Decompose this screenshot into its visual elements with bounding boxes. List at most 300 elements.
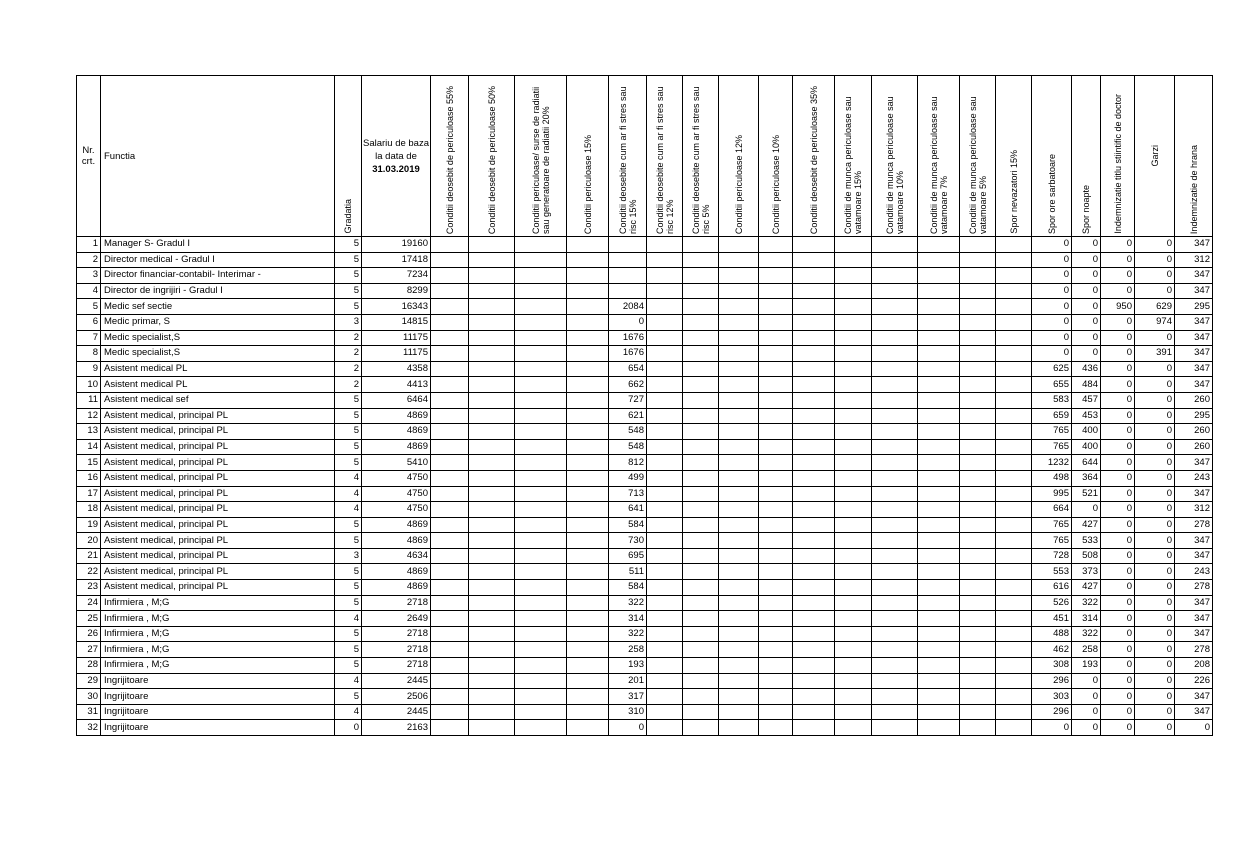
cell-empty — [960, 595, 996, 611]
cell-empty — [719, 595, 759, 611]
header-doctor: Indemnizatie titlu stiintific de doctor — [1101, 76, 1135, 237]
cell-empty — [835, 517, 872, 533]
cell-garzi: 0 — [1135, 252, 1175, 268]
cell-empty — [793, 704, 835, 720]
cell-salariu: 2718 — [362, 595, 431, 611]
cell-noapte: 0 — [1072, 673, 1101, 689]
cell-noapte: 0 — [1072, 720, 1101, 736]
cell-salariu: 2718 — [362, 642, 431, 658]
cell-empty — [431, 502, 469, 518]
cell-empty — [835, 704, 872, 720]
cell-empty — [431, 470, 469, 486]
cell-hrana: 347 — [1175, 689, 1213, 705]
cell-empty — [759, 424, 793, 440]
cell-gradatia: 5 — [335, 299, 362, 315]
cell-empty — [872, 533, 918, 549]
cell-empty — [719, 486, 759, 502]
cell-gradatia: 4 — [335, 486, 362, 502]
cell-doctor: 0 — [1101, 470, 1135, 486]
cell-empty — [918, 252, 960, 268]
header-hrana: Indemnizatie de hrana — [1175, 76, 1213, 237]
cell-empty — [996, 517, 1032, 533]
table-row — [77, 611, 1213, 627]
cell-empty — [469, 626, 515, 642]
cell-empty — [431, 689, 469, 705]
cell-empty — [793, 470, 835, 486]
cell-empty — [960, 580, 996, 596]
cell-functia: Medic sef sectie — [101, 299, 335, 315]
salary-table — [76, 75, 1213, 736]
cell-empty — [567, 658, 609, 674]
cell-empty — [872, 299, 918, 315]
cell-doctor: 0 — [1101, 673, 1135, 689]
cell-empty — [996, 704, 1032, 720]
cell-garzi: 0 — [1135, 642, 1175, 658]
cell-hrana: 0 — [1175, 720, 1213, 736]
cell-empty — [567, 424, 609, 440]
cell-empty — [759, 673, 793, 689]
cell-empty — [793, 455, 835, 471]
cell-noapte: 453 — [1072, 408, 1101, 424]
cell-empty — [431, 611, 469, 627]
cell-empty — [835, 564, 872, 580]
cell-empty — [567, 392, 609, 408]
cell-empty — [960, 642, 996, 658]
cell-empty — [647, 564, 683, 580]
cell-salariu: 17418 — [362, 252, 431, 268]
cell-gradatia: 5 — [335, 268, 362, 284]
cell-empty — [872, 580, 918, 596]
cell-empty — [759, 548, 793, 564]
cell-noapte: 373 — [1072, 564, 1101, 580]
cell-empty — [719, 268, 759, 284]
cell-empty — [918, 611, 960, 627]
cell-empty — [469, 330, 515, 346]
cell-empty — [647, 642, 683, 658]
cell-empty — [960, 268, 996, 284]
cell-garzi: 0 — [1135, 595, 1175, 611]
cell-gradatia: 0 — [335, 720, 362, 736]
cell-empty — [515, 517, 567, 533]
cell-nr: 16 — [77, 470, 101, 486]
cell-empty — [567, 283, 609, 299]
cell-sarb: 0 — [1032, 314, 1072, 330]
cell-empty — [793, 237, 835, 253]
cell-empty — [515, 533, 567, 549]
cell-empty — [996, 673, 1032, 689]
cell-empty — [918, 658, 960, 674]
cell-s15: 511 — [609, 564, 647, 580]
cell-empty — [918, 689, 960, 705]
cell-hrana: 312 — [1175, 502, 1213, 518]
cell-gradatia: 5 — [335, 439, 362, 455]
cell-doctor: 0 — [1101, 689, 1135, 705]
cell-empty — [759, 470, 793, 486]
cell-s15: 727 — [609, 392, 647, 408]
cell-empty — [918, 564, 960, 580]
cell-empty — [719, 673, 759, 689]
cell-empty — [835, 314, 872, 330]
cell-empty — [515, 268, 567, 284]
cell-empty — [567, 533, 609, 549]
cell-salariu: 4358 — [362, 361, 431, 377]
cell-empty — [835, 408, 872, 424]
cell-doctor: 0 — [1101, 533, 1135, 549]
cell-empty — [960, 330, 996, 346]
cell-s15: 662 — [609, 377, 647, 393]
cell-nr: 30 — [77, 689, 101, 705]
cell-empty — [759, 361, 793, 377]
cell-empty — [719, 299, 759, 315]
cell-empty — [719, 408, 759, 424]
cell-gradatia: 5 — [335, 455, 362, 471]
cell-empty — [567, 704, 609, 720]
cell-empty — [567, 595, 609, 611]
cell-empty — [793, 517, 835, 533]
cell-empty — [683, 580, 719, 596]
cell-s15: 1676 — [609, 346, 647, 362]
cell-noapte: 314 — [1072, 611, 1101, 627]
cell-gradatia: 2 — [335, 330, 362, 346]
cell-nr: 13 — [77, 424, 101, 440]
cell-garzi: 0 — [1135, 502, 1175, 518]
cell-noapte: 0 — [1072, 268, 1101, 284]
cell-empty — [683, 455, 719, 471]
cell-empty — [515, 704, 567, 720]
cell-salariu: 4869 — [362, 564, 431, 580]
cell-empty — [719, 658, 759, 674]
cell-s15: 654 — [609, 361, 647, 377]
cell-s15: 730 — [609, 533, 647, 549]
cell-s15: 548 — [609, 439, 647, 455]
cell-empty — [872, 486, 918, 502]
table-row — [77, 314, 1213, 330]
cell-salariu: 16343 — [362, 299, 431, 315]
cell-hrana: 347 — [1175, 486, 1213, 502]
cell-hrana: 243 — [1175, 470, 1213, 486]
cell-garzi: 0 — [1135, 720, 1175, 736]
cell-empty — [431, 673, 469, 689]
cell-noapte: 0 — [1072, 689, 1101, 705]
table-row — [77, 392, 1213, 408]
cell-noapte: 484 — [1072, 377, 1101, 393]
cell-empty — [719, 548, 759, 564]
cell-empty — [683, 564, 719, 580]
cell-empty — [683, 268, 719, 284]
cell-empty — [647, 673, 683, 689]
cell-salariu: 4869 — [362, 533, 431, 549]
cell-empty — [647, 361, 683, 377]
cell-functia: Asistent medical, principal PL — [101, 517, 335, 533]
cell-sarb: 995 — [1032, 486, 1072, 502]
cell-empty — [996, 330, 1032, 346]
cell-empty — [647, 533, 683, 549]
cell-empty — [515, 424, 567, 440]
cell-salariu: 2445 — [362, 704, 431, 720]
cell-s15: 2084 — [609, 299, 647, 315]
cell-sarb: 765 — [1032, 533, 1072, 549]
cell-empty — [759, 517, 793, 533]
cell-garzi: 0 — [1135, 580, 1175, 596]
cell-empty — [793, 424, 835, 440]
header-functia: Functia — [101, 76, 335, 237]
cell-s15: 201 — [609, 673, 647, 689]
cell-empty — [872, 237, 918, 253]
cell-empty — [719, 314, 759, 330]
cell-functia: Asistent medical, principal PL — [101, 580, 335, 596]
cell-hrana: 347 — [1175, 283, 1213, 299]
cell-s15: 695 — [609, 548, 647, 564]
cell-empty — [996, 486, 1032, 502]
cell-empty — [872, 330, 918, 346]
cell-empty — [515, 502, 567, 518]
cell-gradatia: 5 — [335, 626, 362, 642]
cell-functia: Medic specialist,S — [101, 346, 335, 362]
cell-salariu: 14815 — [362, 314, 431, 330]
cell-noapte: 0 — [1072, 237, 1101, 253]
cell-empty — [647, 502, 683, 518]
header-s5: Conditii deosebite cum ar fi stres sau risc 5% — [683, 76, 719, 237]
cell-empty — [996, 470, 1032, 486]
cell-gradatia: 5 — [335, 642, 362, 658]
cell-empty — [996, 595, 1032, 611]
cell-empty — [793, 346, 835, 362]
cell-functia: Infirmiera , M;G — [101, 626, 335, 642]
cell-empty — [759, 720, 793, 736]
cell-nr: 21 — [77, 548, 101, 564]
cell-empty — [835, 673, 872, 689]
cell-salariu: 2718 — [362, 658, 431, 674]
cell-empty — [918, 330, 960, 346]
cell-sarb: 1232 — [1032, 455, 1072, 471]
cell-empty — [918, 533, 960, 549]
cell-empty — [960, 548, 996, 564]
cell-noapte: 427 — [1072, 517, 1101, 533]
cell-empty — [567, 268, 609, 284]
cell-nr: 23 — [77, 580, 101, 596]
cell-sarb: 462 — [1032, 642, 1072, 658]
cell-doctor: 0 — [1101, 580, 1135, 596]
cell-empty — [647, 626, 683, 642]
cell-empty — [996, 237, 1032, 253]
cell-empty — [960, 502, 996, 518]
cell-empty — [515, 408, 567, 424]
cell-empty — [835, 720, 872, 736]
table-row — [77, 548, 1213, 564]
cell-garzi: 0 — [1135, 704, 1175, 720]
cell-empty — [683, 424, 719, 440]
cell-hrana: 260 — [1175, 392, 1213, 408]
cell-hrana: 278 — [1175, 642, 1213, 658]
cell-nr: 11 — [77, 392, 101, 408]
cell-garzi: 0 — [1135, 424, 1175, 440]
cell-doctor: 0 — [1101, 377, 1135, 393]
cell-empty — [719, 611, 759, 627]
cell-garzi: 391 — [1135, 346, 1175, 362]
cell-empty — [872, 548, 918, 564]
cell-empty — [683, 330, 719, 346]
cell-empty — [996, 377, 1032, 393]
cell-empty — [872, 346, 918, 362]
cell-empty — [683, 346, 719, 362]
cell-gradatia: 5 — [335, 595, 362, 611]
cell-empty — [759, 330, 793, 346]
cell-empty — [515, 580, 567, 596]
cell-empty — [647, 548, 683, 564]
cell-empty — [918, 626, 960, 642]
header-row — [77, 76, 1213, 237]
cell-empty — [567, 564, 609, 580]
cell-empty — [960, 689, 996, 705]
cell-empty — [759, 533, 793, 549]
cell-empty — [719, 346, 759, 362]
cell-gradatia: 2 — [335, 361, 362, 377]
header-garzi: Garzi — [1135, 76, 1175, 237]
cell-functia: Asistent medical sef — [101, 392, 335, 408]
cell-empty — [835, 361, 872, 377]
cell-empty — [960, 533, 996, 549]
cell-doctor: 0 — [1101, 720, 1135, 736]
cell-empty — [647, 611, 683, 627]
cell-garzi: 0 — [1135, 392, 1175, 408]
cell-empty — [515, 361, 567, 377]
cell-noapte: 400 — [1072, 424, 1101, 440]
cell-empty — [793, 392, 835, 408]
cell-empty — [469, 580, 515, 596]
cell-sarb: 296 — [1032, 673, 1072, 689]
cell-hrana: 226 — [1175, 673, 1213, 689]
cell-hrana: 295 — [1175, 408, 1213, 424]
header-v7: Conditii de munca periculoase sau vatamoare 7% — [918, 76, 960, 237]
cell-empty — [515, 283, 567, 299]
cell-empty — [515, 455, 567, 471]
cell-empty — [960, 626, 996, 642]
cell-empty — [431, 392, 469, 408]
cell-gradatia: 4 — [335, 470, 362, 486]
cell-sarb: 0 — [1032, 720, 1072, 736]
cell-gradatia: 5 — [335, 283, 362, 299]
cell-gradatia: 5 — [335, 564, 362, 580]
cell-nr: 28 — [77, 658, 101, 674]
cell-empty — [431, 252, 469, 268]
cell-empty — [996, 346, 1032, 362]
cell-empty — [683, 704, 719, 720]
cell-empty — [567, 252, 609, 268]
cell-empty — [872, 626, 918, 642]
cell-empty — [683, 502, 719, 518]
cell-empty — [960, 673, 996, 689]
cell-empty — [647, 486, 683, 502]
cell-empty — [647, 470, 683, 486]
cell-empty — [835, 299, 872, 315]
cell-salariu: 19160 — [362, 237, 431, 253]
cell-empty — [872, 361, 918, 377]
cell-doctor: 0 — [1101, 237, 1135, 253]
cell-sarb: 0 — [1032, 268, 1072, 284]
cell-empty — [431, 283, 469, 299]
table-row — [77, 486, 1213, 502]
cell-empty — [759, 455, 793, 471]
cell-noapte: 0 — [1072, 283, 1101, 299]
cell-functia: Asistent medical, principal PL — [101, 424, 335, 440]
cell-empty — [835, 533, 872, 549]
cell-s15: 499 — [609, 470, 647, 486]
cell-empty — [515, 237, 567, 253]
cell-empty — [960, 720, 996, 736]
cell-hrana: 278 — [1175, 580, 1213, 596]
cell-empty — [960, 470, 996, 486]
cell-empty — [835, 626, 872, 642]
cell-empty — [469, 361, 515, 377]
cell-empty — [431, 595, 469, 611]
cell-salariu: 11175 — [362, 346, 431, 362]
cell-empty — [515, 392, 567, 408]
cell-nr: 26 — [77, 626, 101, 642]
cell-nr: 27 — [77, 642, 101, 658]
cell-noapte: 364 — [1072, 470, 1101, 486]
cell-sarb: 0 — [1032, 252, 1072, 268]
cell-empty — [918, 502, 960, 518]
cell-empty — [960, 704, 996, 720]
cell-empty — [835, 689, 872, 705]
cell-empty — [567, 346, 609, 362]
cell-empty — [918, 642, 960, 658]
cell-nr: 29 — [77, 673, 101, 689]
cell-nr: 3 — [77, 268, 101, 284]
cell-empty — [918, 720, 960, 736]
cell-empty — [683, 658, 719, 674]
cell-empty — [793, 564, 835, 580]
cell-hrana: 347 — [1175, 611, 1213, 627]
cell-empty — [647, 252, 683, 268]
cell-empty — [835, 377, 872, 393]
cell-s15: 584 — [609, 580, 647, 596]
cell-functia: Infirmiera , M;G — [101, 642, 335, 658]
cell-sarb: 0 — [1032, 346, 1072, 362]
cell-garzi: 0 — [1135, 517, 1175, 533]
cell-empty — [918, 408, 960, 424]
cell-salariu: 4869 — [362, 408, 431, 424]
cell-sarb: 765 — [1032, 424, 1072, 440]
cell-empty — [960, 377, 996, 393]
cell-empty — [647, 237, 683, 253]
cell-empty — [469, 237, 515, 253]
table-row — [77, 720, 1213, 736]
cell-empty — [567, 314, 609, 330]
cell-garzi: 0 — [1135, 455, 1175, 471]
cell-empty — [719, 626, 759, 642]
cell-garzi: 0 — [1135, 283, 1175, 299]
cell-empty — [431, 486, 469, 502]
cell-empty — [567, 455, 609, 471]
cell-salariu: 8299 — [362, 283, 431, 299]
cell-empty — [683, 486, 719, 502]
cell-gradatia: 2 — [335, 346, 362, 362]
cell-empty — [872, 517, 918, 533]
cell-empty — [918, 470, 960, 486]
cell-empty — [567, 720, 609, 736]
cell-empty — [515, 689, 567, 705]
cell-empty — [431, 626, 469, 642]
cell-empty — [647, 455, 683, 471]
cell-noapte: 427 — [1072, 580, 1101, 596]
cell-gradatia: 4 — [335, 673, 362, 689]
cell-doctor: 0 — [1101, 424, 1135, 440]
cell-functia: Infirmiera , M;G — [101, 595, 335, 611]
cell-noapte: 258 — [1072, 642, 1101, 658]
cell-empty — [515, 470, 567, 486]
cell-empty — [872, 502, 918, 518]
